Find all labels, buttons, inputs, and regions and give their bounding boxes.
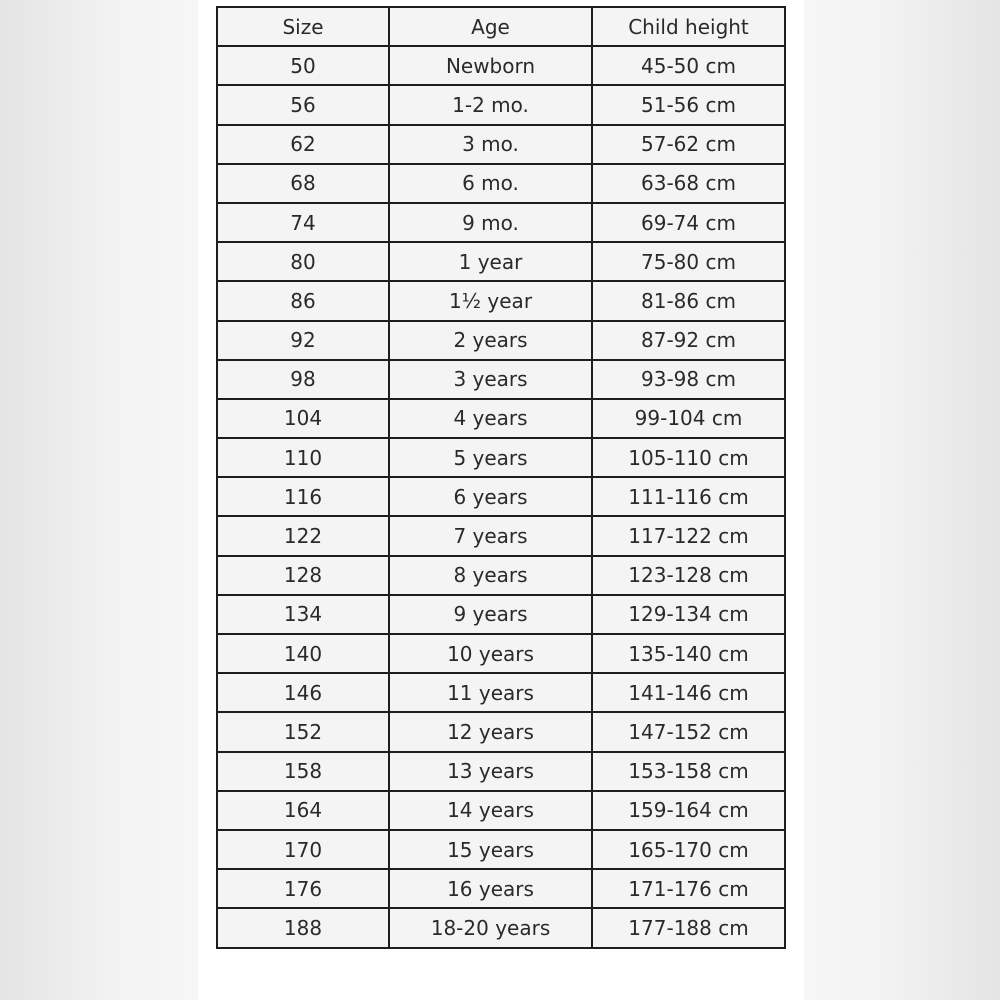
age-cell: 12 years — [389, 712, 592, 751]
child-height-cell: 123-128 cm — [592, 556, 785, 595]
age-cell: 10 years — [389, 634, 592, 673]
child-height-cell: 111-116 cm — [592, 477, 785, 516]
size-cell: 176 — [217, 869, 389, 908]
age-cell: 9 years — [389, 595, 592, 634]
table-row — [217, 164, 785, 203]
table-row — [217, 399, 785, 438]
child-height-cell: 147-152 cm — [592, 712, 785, 751]
table-row — [217, 595, 785, 634]
size-cell: 116 — [217, 477, 389, 516]
table-row — [217, 242, 785, 281]
table-row — [217, 438, 785, 477]
size-cell: 56 — [217, 85, 389, 124]
age-cell: 2 years — [389, 321, 592, 360]
child-height-cell: 81-86 cm — [592, 281, 785, 320]
table-row — [217, 516, 785, 555]
table-row — [217, 125, 785, 164]
table-row — [217, 360, 785, 399]
size-cell: 170 — [217, 830, 389, 869]
size-cell: 152 — [217, 712, 389, 751]
size-cell: 98 — [217, 360, 389, 399]
table-row — [217, 634, 785, 673]
table-row — [217, 203, 785, 242]
child-height-cell: 63-68 cm — [592, 164, 785, 203]
table-row — [217, 869, 785, 908]
column-header-child-height: Child height — [592, 7, 785, 46]
age-cell: 1 year — [389, 242, 592, 281]
table-row — [217, 791, 785, 830]
size-cell: 62 — [217, 125, 389, 164]
size-cell: 80 — [217, 242, 389, 281]
table-row — [217, 673, 785, 712]
child-height-cell: 135-140 cm — [592, 634, 785, 673]
table-row — [217, 908, 785, 947]
age-cell: 5 years — [389, 438, 592, 477]
size-cell: 92 — [217, 321, 389, 360]
header-row — [217, 7, 785, 46]
age-cell: 11 years — [389, 673, 592, 712]
age-cell: 6 mo. — [389, 164, 592, 203]
size-cell: 164 — [217, 791, 389, 830]
child-height-cell: 93-98 cm — [592, 360, 785, 399]
age-cell: 9 mo. — [389, 203, 592, 242]
size-cell: 110 — [217, 438, 389, 477]
child-height-cell: 177-188 cm — [592, 908, 785, 947]
size-cell: 104 — [217, 399, 389, 438]
child-height-cell: 129-134 cm — [592, 595, 785, 634]
child-height-cell: 69-74 cm — [592, 203, 785, 242]
table-header — [217, 7, 785, 46]
size-cell: 74 — [217, 203, 389, 242]
age-cell: Newborn — [389, 46, 592, 85]
age-cell: 1-2 mo. — [389, 85, 592, 124]
age-cell: 18-20 years — [389, 908, 592, 947]
size-cell: 134 — [217, 595, 389, 634]
table-body — [217, 46, 785, 947]
child-height-cell: 45-50 cm — [592, 46, 785, 85]
size-cell: 188 — [217, 908, 389, 947]
table-row — [217, 556, 785, 595]
child-height-cell: 117-122 cm — [592, 516, 785, 555]
table-row — [217, 830, 785, 869]
child-height-cell: 99-104 cm — [592, 399, 785, 438]
size-cell: 68 — [217, 164, 389, 203]
child-height-cell: 153-158 cm — [592, 752, 785, 791]
age-cell: 1½ year — [389, 281, 592, 320]
age-cell: 8 years — [389, 556, 592, 595]
age-cell: 4 years — [389, 399, 592, 438]
child-height-cell: 171-176 cm — [592, 869, 785, 908]
table-row — [217, 281, 785, 320]
table-row — [217, 477, 785, 516]
child-height-cell: 141-146 cm — [592, 673, 785, 712]
child-height-cell: 51-56 cm — [592, 85, 785, 124]
age-cell: 14 years — [389, 791, 592, 830]
child-height-cell: 159-164 cm — [592, 791, 785, 830]
child-height-cell: 105-110 cm — [592, 438, 785, 477]
column-header-age: Age — [389, 7, 592, 46]
column-header-size: Size — [217, 7, 389, 46]
table-row — [217, 85, 785, 124]
child-height-cell: 57-62 cm — [592, 125, 785, 164]
age-cell: 13 years — [389, 752, 592, 791]
size-cell: 158 — [217, 752, 389, 791]
child-height-cell: 165-170 cm — [592, 830, 785, 869]
child-height-cell: 87-92 cm — [592, 321, 785, 360]
age-cell: 3 years — [389, 360, 592, 399]
child-height-cell: 75-80 cm — [592, 242, 785, 281]
size-cell: 140 — [217, 634, 389, 673]
table-row — [217, 46, 785, 85]
table-row — [217, 321, 785, 360]
size-cell: 146 — [217, 673, 389, 712]
age-cell: 15 years — [389, 830, 592, 869]
size-cell: 122 — [217, 516, 389, 555]
age-cell: 3 mo. — [389, 125, 592, 164]
size-chart-table — [216, 6, 786, 949]
age-cell: 16 years — [389, 869, 592, 908]
size-cell: 50 — [217, 46, 389, 85]
size-cell: 86 — [217, 281, 389, 320]
table-row — [217, 752, 785, 791]
age-cell: 7 years — [389, 516, 592, 555]
age-cell: 6 years — [389, 477, 592, 516]
size-cell: 128 — [217, 556, 389, 595]
table-row — [217, 712, 785, 751]
